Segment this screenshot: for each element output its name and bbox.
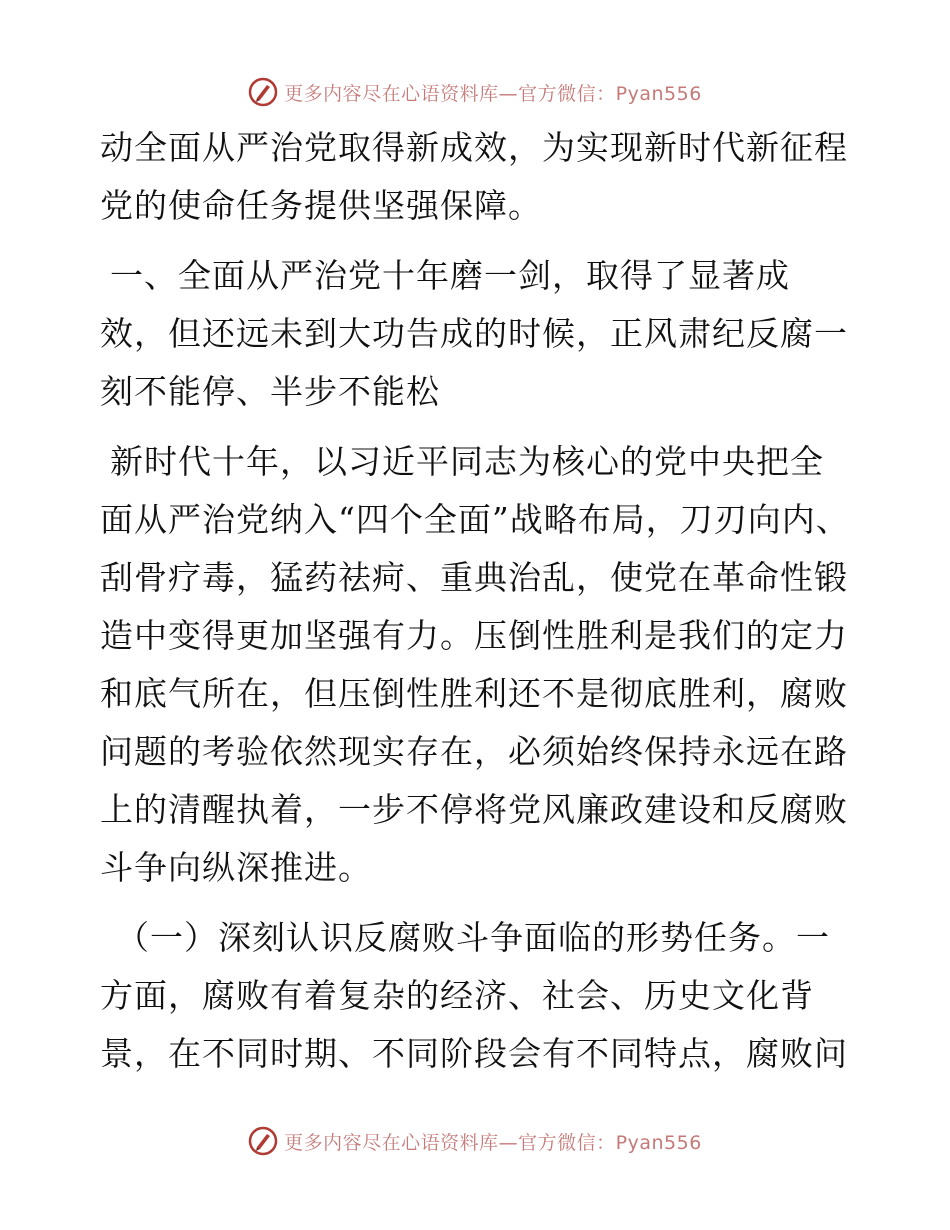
watermark-text: 更多内容尽在心语资料库—官方微信：Pyan556 xyxy=(284,82,702,105)
header-watermark xyxy=(0,72,950,112)
pen-logo-icon xyxy=(248,77,278,107)
subsection-heading-1: （一）深刻认识反腐败斗争面临的形势任务。一方面，腐败有着复杂的经济、社会、历史文化背景，在不同时期、不同阶段会有不同特点，腐败问 xyxy=(100,918,848,1073)
paragraph-new-era: 新时代十年，以习近平同志为核心的党中央把全面从严治党纳入“四个全面”战略布局，刀刃向内、刮骨疗毒，猛药祛疴、重典治乱，使党在革命性锻造中变得更加坚强有力。压倒性胜利是我们的定力和底气所在，但压倒性胜利还不是彻底胜利，腐败问题的考验依然现实存在，必须始终保持永远在路上的清醒执着，一步不停将党风廉政建设和反腐败斗争向纵深推进。 xyxy=(100,442,850,887)
paragraph-continuation: 动全面从严治党取得新成效，为实现新时代新征程党的使命任务提供坚强保障。 xyxy=(100,128,848,225)
section-heading-1: 一、全面从严治党十年磨一剑，取得了显著成效，但还远未到大功告成的时候，正风肃纪反腐一刻不能停、半步不能松 xyxy=(100,256,848,411)
pen-logo-icon xyxy=(248,1126,278,1156)
document-body xyxy=(100,119,850,1083)
watermark-text: 更多内容尽在心语资料库—官方微信：Pyan556 xyxy=(284,1131,702,1154)
footer-watermark xyxy=(0,1121,950,1161)
